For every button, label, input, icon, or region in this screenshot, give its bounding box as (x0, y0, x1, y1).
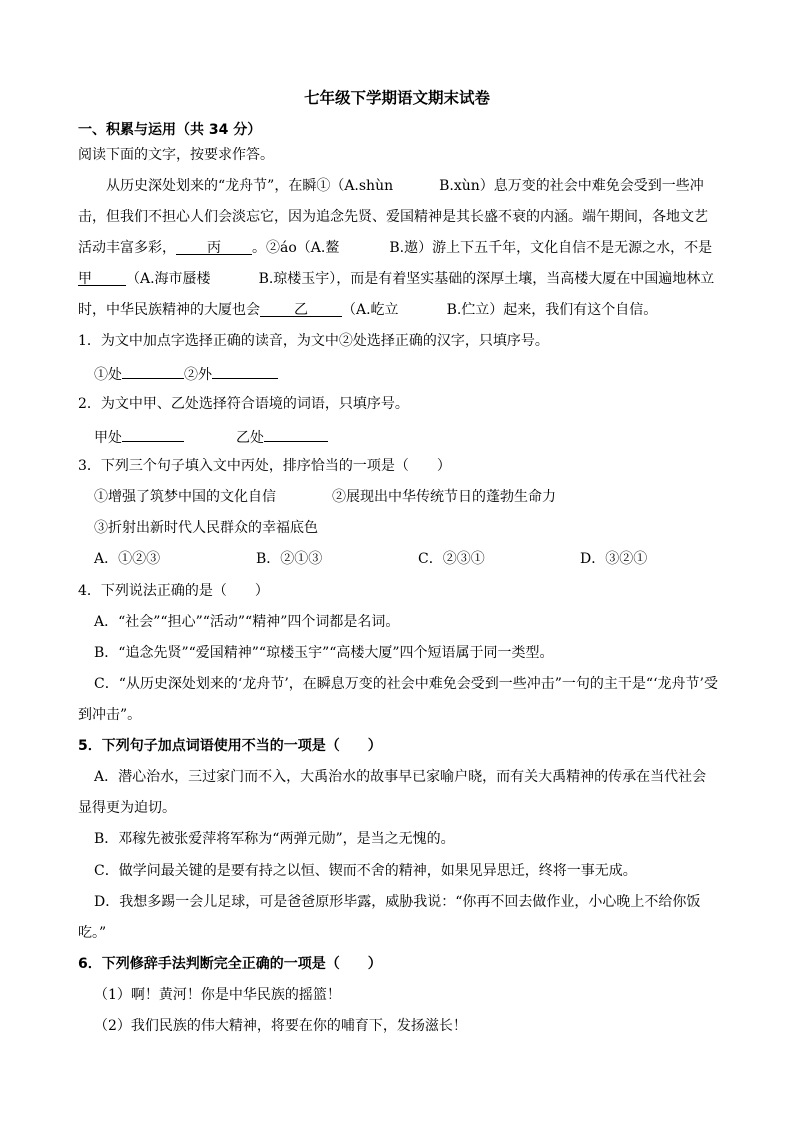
passage-line-1: 从历史深处划来的“龙舟节”，在瞬①（A.shùn B.xùn）息万变的社会中难免会受到一些冲 (106, 178, 704, 194)
option-d[interactable]: D．③②① (580, 551, 648, 567)
question-3-sentence-3: ③折射出新时代人民群众的幸福底色 (94, 520, 318, 536)
question-2-answers: 甲处 乙处 (94, 425, 328, 448)
question-3: 3．下列三个句子填入文中丙处，排序恰当的一项是（ ） (78, 458, 451, 474)
passage-line-3: 活动丰富多彩， 丙 。②áo（A.鳌 B.遨）游上下五千年，文化自信不是无源之水，不是 (78, 240, 713, 256)
question-4-option-c-line1: C．“从历史深处划来的‘龙舟节’，在瞬息万变的社会中难免会受到一些冲击”一句的主干是“‘龙舟节’受 (94, 676, 718, 692)
question-5: 5．下列句子加点词语使用不当的一项是（ ） (78, 738, 382, 754)
answer-blank-2[interactable] (212, 362, 278, 379)
blank-yi: 乙 (260, 300, 342, 317)
question-1-answers: ①处 ②外 (94, 362, 278, 385)
question-4-option-c-line2: 到冲击”。 (78, 707, 142, 723)
option-c[interactable]: C．②③① (418, 551, 485, 567)
passage-line-5: 时，中华民族精神的大厦也会 乙 （A.屹立 B.伫立）起来，我们有这个自信。 (78, 302, 658, 318)
question-3-sentences: ①增强了筑梦中国的文化自信 ②展现出中华传统节日的蓬勃生命力 (94, 489, 556, 505)
option-a[interactable]: A．①②③ (94, 551, 161, 567)
question-6-item-1: （1）啊！黄河！你是中华民族的摇篮！ (94, 987, 341, 1003)
answer-blank-jia[interactable] (122, 425, 184, 442)
blank-bing: 丙 (176, 238, 252, 255)
question-5-option-a-line1: A．潜心治水，三过家门而不入，大禹治水的故事早已家喻户晓，而有关大禹精神的传承在当代社会 (94, 769, 707, 785)
question-5-option-b: B．邓稼先被张爱萍将军称为“两弹元勋”，是当之无愧的。 (94, 831, 455, 847)
option-b[interactable]: B．②①③ (256, 551, 323, 567)
question-5-option-c: C．做学问最关键的是要有持之以恒、锲而不舍的精神，如果见异思迁，终将一事无成。 (94, 863, 637, 879)
passage-line-2: 击，但我们不担心人们会淡忘它，因为追念先贤、爱国精神是其长盛不衰的内涵。端午期间，各地文艺 (78, 209, 708, 225)
question-4-option-a: A．“社会”“担心”“活动”“精神”四个词都是名词。 (94, 614, 400, 630)
section-heading: 一、积累与运用（共 34 分） (78, 122, 262, 138)
question-4-option-b: B．“追念先贤”“爱国精神”“琼楼玉宇”“高楼大厦”四个短语属于同一类型。 (94, 645, 554, 661)
question-2: 2．为文中甲、乙处选择符合语境的词语，只填序号。 (78, 396, 409, 412)
question-5-option-a-line2: 显得更为迫切。 (78, 800, 176, 816)
blank-jia: 甲 (78, 269, 126, 286)
instruction-text: 阅读下面的文字，按要求作答。 (78, 147, 274, 163)
question-6-item-2: （2）我们民族的伟大精神，将要在你的哺育下，发扬滋长！ (94, 1018, 467, 1034)
page-title: 七年级下学期语文期末试卷 (303, 89, 490, 107)
question-5-option-d-line2: 吃。” (78, 925, 107, 941)
question-5-option-d-line1: D．我想多踢一会儿足球，可是爸爸原形毕露，威胁我说：“你再不回去做作业，小心晚上不给你饭 (94, 894, 701, 910)
question-6: 6．下列修辞手法判断完全正确的一项是（ ） (78, 956, 382, 972)
answer-blank-1[interactable] (122, 362, 184, 379)
question-1: 1．为文中加点字选择正确的读音，为文中②处选择正确的汉字，只填序号。 (78, 333, 549, 349)
question-4: 4．下列说法正确的是（ ） (78, 583, 269, 599)
passage-line-4: 甲 （A.海市蜃楼 B.琼楼玉宇），而是有着坚实基础的深厚土壤，当高楼大厦在中国遍地林立 (78, 271, 715, 287)
answer-blank-yi[interactable] (264, 425, 328, 442)
